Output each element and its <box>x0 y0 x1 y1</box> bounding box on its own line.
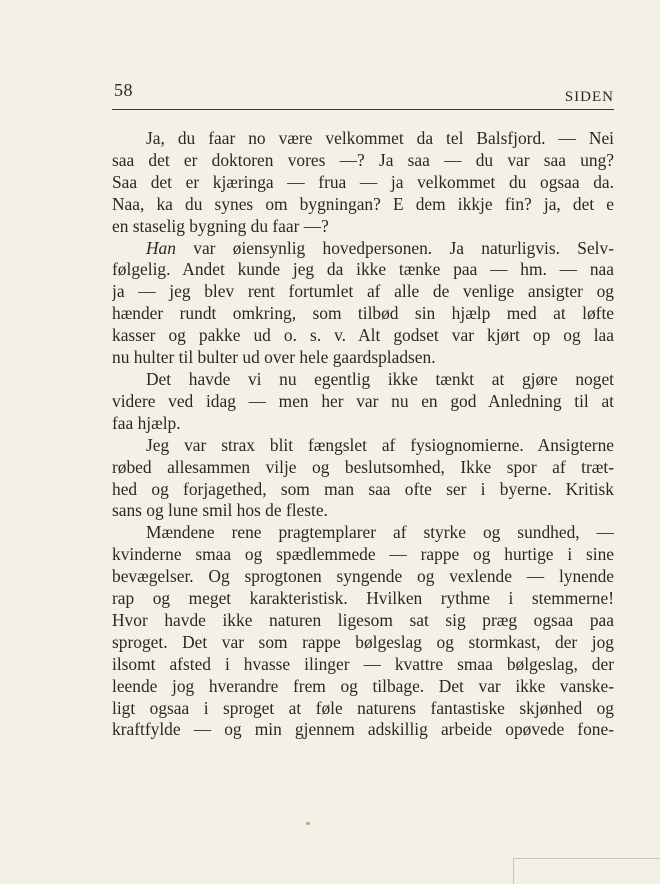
text-line: videre ved idag — men her var nu en god Anledning til at <box>112 390 614 411</box>
header-rule <box>112 109 614 110</box>
text-line <box>112 238 614 260</box>
text-run: var øiensynlig hovedpersonen. Ja naturligvis. Selv- <box>175 237 614 258</box>
text-line: røbed allesammen vilje og beslutsomhed, Ikke spor af træt- <box>112 456 614 477</box>
paper-speck <box>306 822 310 825</box>
text-line: hænder rundt omkring, som tilbød sin hjælp med at løfte <box>112 303 614 324</box>
text-line: kvinderne smaa og spædlemmede — rappe og hurtige i sine <box>112 544 614 565</box>
text-line: sans og lune smil hos de fleste. <box>112 500 328 521</box>
text-line: Jeg var strax blit fængslet af fysiognomierne. Ansigterne <box>146 434 614 455</box>
text-line: Saa det er kjæringa — frua — ja velkommet du ogsaa da. <box>112 171 614 192</box>
body-text <box>112 128 614 741</box>
text-line: rap og meget karakteristisk. Hvilken rythme i stemmerne! <box>112 588 614 609</box>
text-line: bevægelser. Og sprogtonen syngende og vexlende — lynende <box>112 566 614 587</box>
italic-word: Han <box>146 237 176 258</box>
text-line: Mændene rene pragtemplarer af styrke og sundhed, — <box>146 522 614 543</box>
text-line: Det havde vi nu egentlig ikke tænkt at gjøre noget <box>146 368 614 389</box>
text-line: saa det er doktoren vores —? Ja saa — du var saa ung? <box>112 149 614 170</box>
text-line: Ja, du faar no være velkommet da tel Balsfjord. — Nei <box>146 128 614 148</box>
text-line: ligt ogsaa i sproget at føle naturens fantastiske skjønhed og <box>112 697 614 718</box>
text-line: faa hjælp. <box>112 412 181 433</box>
running-head: SIDEN <box>564 89 614 105</box>
text-line: Naa, ka du synes om bygningan? E dem ikkje fin? ja, det e <box>112 193 614 214</box>
page-edge-line <box>513 858 660 859</box>
text-line: leende jog hverandre frem og tilbage. Det var ikke vanske- <box>112 675 614 696</box>
page-number: 58 <box>114 80 133 100</box>
text-line: følgelig. Andet kunde jeg da ikke tænke paa — hm. — naa <box>112 259 614 280</box>
text-line: hed og forjagethed, som man saa ofte ser i byerne. Kritisk <box>112 478 614 499</box>
text-line: sproget. Det var som rappe bølgeslag og stormkast, der jog <box>112 631 614 652</box>
text-line: nu hulter til bulter ud over hele gaardspladsen. <box>112 347 436 368</box>
text-line: Hvor havde ikke naturen ligesom sat sig præg ogsaa paa <box>112 609 614 630</box>
text-line: kraftfylde — og min gjennem adskillig arbeide opøvede fone- <box>112 719 614 740</box>
text-line: en staselig bygning du faar —? <box>112 215 329 236</box>
text-line: ja — jeg blev rent fortumlet af alle de venlige ansigter og <box>112 281 614 302</box>
page-edge-line-vertical <box>513 858 514 884</box>
text-line: kasser og pakke ud o. s. v. Alt godset var kjørt op og laa <box>112 325 614 346</box>
text-line: ilsomt afsted i hvasse ilinger — kvattre smaa bølgeslag, der <box>112 653 614 674</box>
